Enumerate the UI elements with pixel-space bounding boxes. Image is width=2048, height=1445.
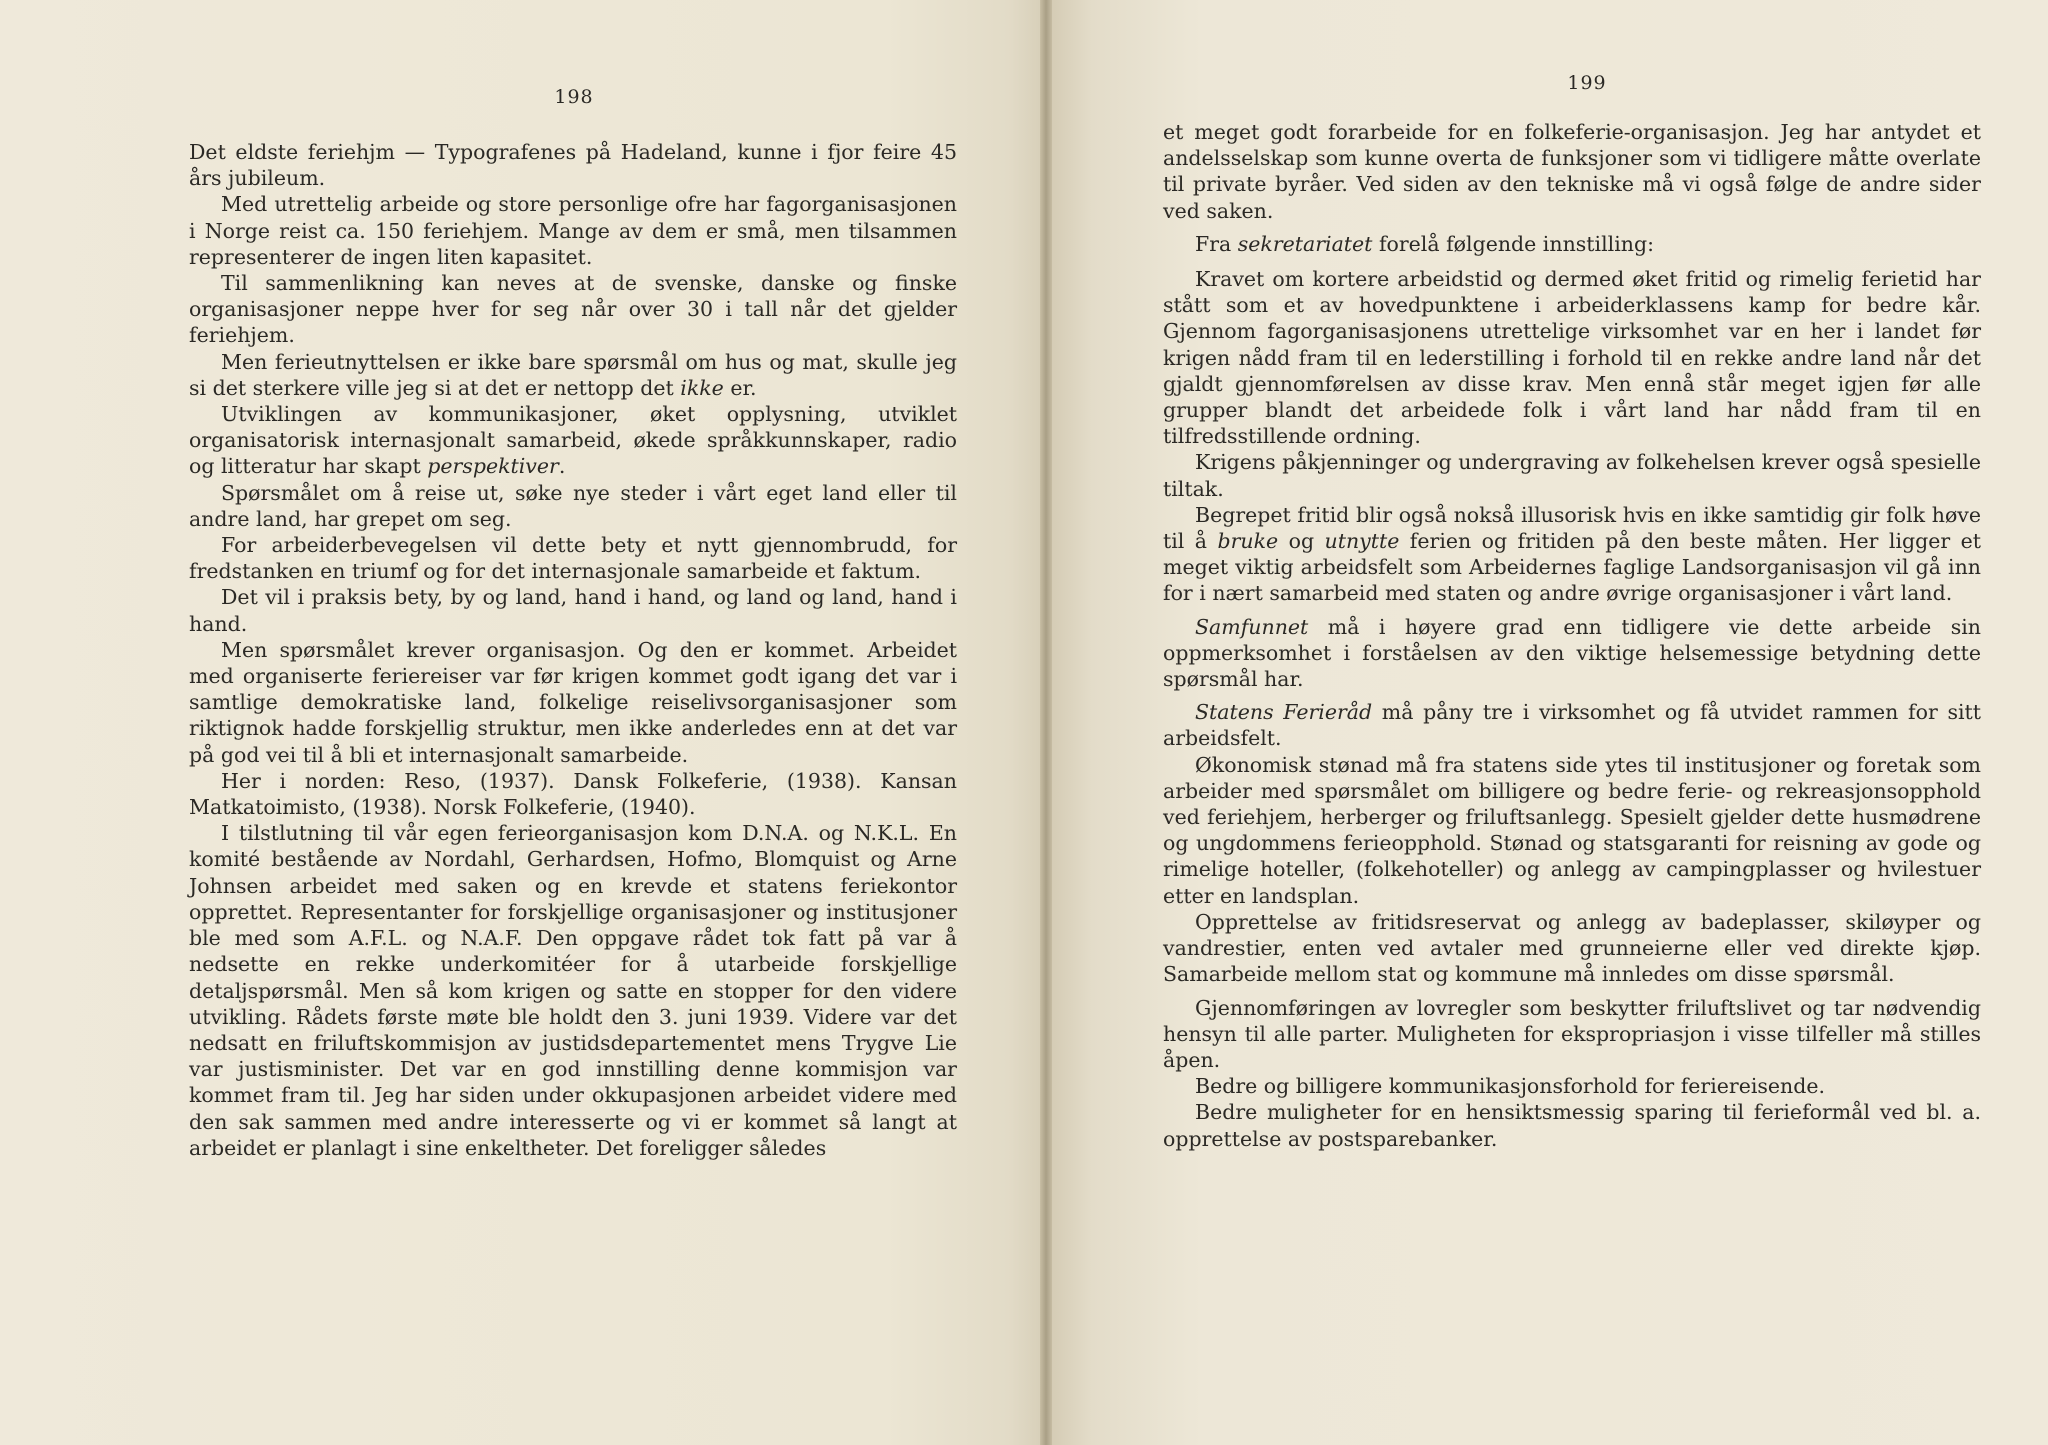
paragraph: Bedre muligheter for en hensiktsmessig sparing til ferieformål ved bl. a. opprettelse av postsparebanker.: [1163, 1100, 1981, 1151]
paragraph: Utviklingen av kommunikasjoner, øket opplysning, utviklet organisatorisk internasjonalt samarbeid, økede språkkunnskaper, radio og litteratur har skapt perspektiver.: [189, 402, 957, 479]
right-page-text: [1163, 119, 1981, 1152]
paragraph: Fra sekretariatet forelå følgende innstilling:: [1195, 231, 1654, 256]
paragraph: Gjennomføringen av lovregler som beskytter friluftslivet og tar nødvendig hensyn til alle parter. Muligheten for ekspropriasjon i visse tilfeller må stilles åpen.: [1163, 995, 1981, 1072]
italic-word: ikke: [680, 375, 724, 400]
right-page: [1052, 0, 2048, 1445]
page-number-right: 199: [1567, 72, 1607, 94]
paragraph: Det eldste feriehjm — Typografenes på Hadeland, kunne i fjor feire 45 års jubileum.: [189, 140, 957, 191]
left-page-text: [189, 139, 957, 1161]
page-number-left: 198: [554, 86, 594, 108]
paragraph: Opprettelse av fritidsreservat og anlegg av badeplasser, skiløyper og vandrestier, enten ved avtaler med grunneierne eller ved direkte kjøp. Samarbeide mellom stat og kommune må innledes om disse spørsmål.: [1163, 909, 1981, 987]
paragraph: Kravet om kortere arbeidstid og dermed øket fritid og rimelig ferietid har stått som et av hovedpunktene i arbeiderklassens kamp for bedre kår. Gjennom fagorganisasjonens utrettelige virksomhet var en her i landet før krigen nådd fram til en lederstilling i forhold til en rekke andre land når det gjaldt gjennomførelsen av disse krav. Men ennå står meget igjen før alle grupper blandt det arbeidede folk i vårt land har nådd fram til en tilfredsstillende ordning.: [1163, 267, 1981, 449]
paragraph: Økonomisk stønad må fra statens side ytes til institusjoner og foretak som arbeider med spørsmålet om billigere og bedre ferie- og rekreasjonsopphold ved feriehjem, herberger og friluftsanlegg. Spesielt gjelder dette husmødrene og ungdommens ferieopphold. Stønad og statsgaranti for reisning av gode og rimelige hoteller, (folkehoteller) og anlegg av campingplasser og hvilestuer etter en landsplan.: [1163, 752, 1981, 908]
paragraph: Til sammenlikning kan neves at de svenske, danske og finske organisasjoner neppe hver for seg når over 30 i tall når det gjelder feriehjem.: [189, 271, 957, 348]
paragraph: Begrepet fritid blir også nokså illusorisk hvis en ikke samtidig gir folk høve til å bruke og utnytte ferien og fritiden på den beste måten. Her ligger et meget viktig arbeidsfelt som Arbeidernes faglige Landsorganisasjon vil gå inn for i nært samarbeid med staten og andre øvrige organisasjoner i vårt land.: [1163, 502, 1982, 606]
paragraph: Bedre og billigere kommunikasjonsforhold for feriereisende.: [1195, 1074, 1826, 1099]
paragraph: Med utrettelig arbeide og store personlige ofre har fagorganisasjonen i Norge reist ca. 150 feriehjem. Mange av dem er små, men tilsammen representerer de ingen liten kapasitet.: [189, 192, 957, 269]
paragraph: Samfunnet må i høyere grad enn tidligere vie dette arbeide sin oppmerksomhet i forståelsen av den viktige helsemessige betydning dette spørsmål har.: [1163, 614, 1981, 692]
paragraph: I tilstlutning til vår egen ferieorganisasjon kom D.N.A. og N.K.L. En komité bestående av Nordahl, Gerhardsen, Hofmo, Blomquist og Arne Johnsen arbeidet med saken og en krevde et statens feriekontor opprettet. Representanter for forskjellige organisasjoner og institusjoner ble med som A.F.L. og N.A.F. Den oppgave rådet tok fatt på var å nedsette en rekke underkomitéer for å utarbeide forskjellige detaljspørsmål. Men så kom krigen og satte en stopper for den videre utvikling. Rådets første møte ble holdt den 3. juni 1939. Videre var det nedsatt en friluftskommisjon av justidsdepartementet mens Trygve Lie var justisminister. Det var en god innstilling denne kommisjon var kommet fram til. Jeg har siden under okkupasjonen arbeidet videre med den sak sammen med andre interesserte og vi er kommet så langt at arbeidet er planlagt i sine enkeltheter. Det foreligger således: [189, 821, 957, 1160]
paragraph: Det vil i praksis bety, by og land, hand i hand, og land og land, hand i hand.: [189, 585, 957, 636]
paragraph: Spørsmålet om å reise ut, søke nye steder i vårt eget land eller til andre land, har grepet om seg.: [189, 480, 957, 531]
italic-word: perspektiver: [427, 454, 559, 479]
paragraph: For arbeiderbevegelsen vil dette bety et nytt gjennombrudd, for fredstanken en triumf og for det internasjonale samarbeide et faktum.: [189, 533, 957, 584]
paragraph: Men spørsmålet krever organisasjon. Og den er kommet. Arbeidet med organiserte feriereiser var før krigen kommet godt igang det var i samtlige demokratiske land, folkelige reiselivsorganisasjoner som riktignok hadde forskjellig struktur, men ikke anderledes enn at det var på god vei til å bli et internasjonalt samarbeide.: [189, 637, 957, 767]
book-gutter: [1040, 0, 1052, 1445]
paragraph: Krigens påkjenninger og undergraving av folkehelsen krever også spesielle tiltak.: [1163, 450, 1981, 501]
paragraph: Statens Ferieråd må påny tre i virksomhet og få utvidet rammen for sitt arbeidsfelt.: [1163, 700, 1981, 751]
paragraph: et meget godt forarbeide for en folkeferie-organisasjon. Jeg har antydet et andelsselskap som kunne overta de funksjoner som vi tidligere måtte overlate til private byråer. Ved siden av den tekniske må vi også følge de andre sider ved saken.: [1163, 120, 1981, 223]
paragraph: Men ferieutnyttelsen er ikke bare spørsmål om hus og mat, skulle jeg si det sterkere ville jeg si at det er nettopp det ikke er.: [189, 349, 957, 400]
paragraph: Her i norden: Reso, (1937). Dansk Folkeferie, (1938). Kansan Matkatoimisto, (1938). Norsk Folkeferie, (1940).: [189, 768, 957, 820]
